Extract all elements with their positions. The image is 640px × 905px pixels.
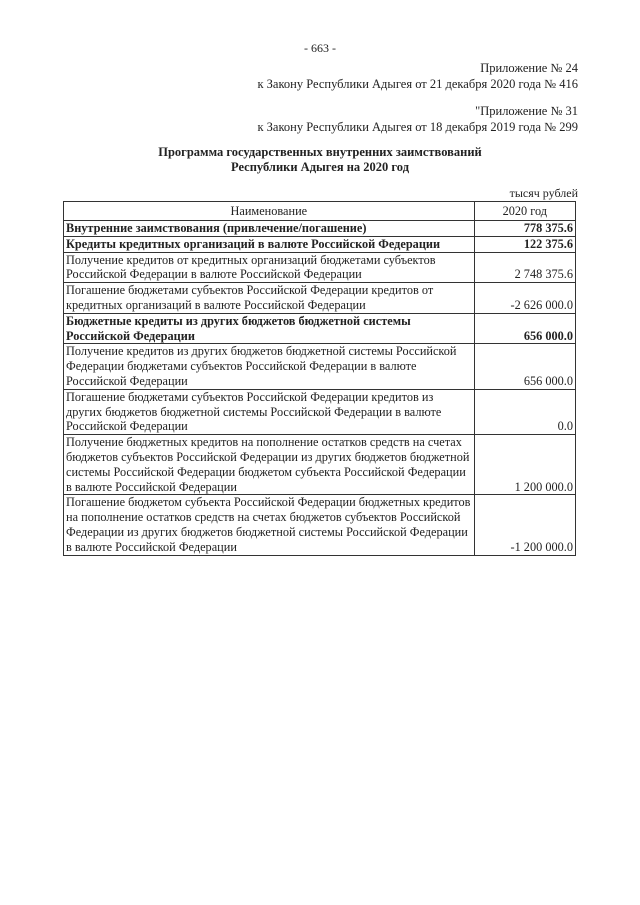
table-row: [64, 344, 576, 389]
appendix-24-title: Приложение № 24: [480, 61, 578, 75]
row-amount: 122 375.6: [474, 236, 575, 252]
document-title: [0, 145, 640, 175]
row-amount: -2 626 000.0: [474, 283, 575, 314]
row-amount: 0.0: [474, 389, 575, 434]
row-name: Погашение бюджетами субъектов Российской Федерации кредитов от кредитных организаций в валюте Российской Федерации: [64, 283, 475, 314]
row-name: Бюджетные кредиты из других бюджетов бюджетной системы Российской Федерации: [64, 313, 475, 344]
row-amount: 2 748 375.6: [474, 252, 575, 283]
appendix-24-law: к Закону Республики Адыгея от 21 декабря 2020 года № 416: [257, 77, 578, 91]
table-row: [64, 313, 576, 344]
row-name: Погашение бюджетами субъектов Российской Федерации кредитов из других бюджетов бюджетной системы Российской Федерации в валюте Российской Федерации: [64, 389, 475, 434]
row-name: Получение кредитов из других бюджетов бюджетной системы Российской Федерации бюджетами субъектов Российской Федерации в валюте Российской Федерации: [64, 344, 475, 389]
table-header-row: [64, 202, 576, 221]
appendix-31-law: к Закону Республики Адыгея от 18 декабря 2019 года № 299: [257, 120, 578, 134]
table-row: [64, 221, 576, 237]
page-number: - 663 -: [304, 41, 336, 55]
row-amount: 1 200 000.0: [474, 435, 575, 495]
table-row: [64, 435, 576, 495]
table-row: [64, 283, 576, 314]
row-name: Кредиты кредитных организаций в валюте Российской Федерации: [64, 236, 475, 252]
header-name: Наименование: [64, 202, 475, 221]
appendix-24-reference: [257, 60, 578, 92]
row-name: Получение кредитов от кредитных организаций бюджетами субъектов Российской Федерации в валюте Российской Федерации: [64, 252, 475, 283]
table-row: [64, 389, 576, 434]
table-row: [64, 236, 576, 252]
row-name: Внутренние заимствования (привлечение/погашение): [64, 221, 475, 237]
row-amount: 778 375.6: [474, 221, 575, 237]
document-title-line-1: Программа государственных внутренних заимствований: [158, 145, 482, 159]
row-name: Получение бюджетных кредитов на пополнение остатков средств на счетах бюджетов субъектов Российской Федерации из других бюджетов бюджетной системы Российской Федерации бюджетом субъекта Российской Федерации в валюте Российской Федерации: [64, 435, 475, 495]
table-row: [64, 252, 576, 283]
header-year: 2020 год: [474, 202, 575, 221]
table-row: [64, 495, 576, 555]
borrowings-table: [63, 201, 576, 556]
units-label: тысяч рублей: [509, 186, 578, 200]
row-amount: 656 000.0: [474, 313, 575, 344]
row-amount: 656 000.0: [474, 344, 575, 389]
row-amount: -1 200 000.0: [474, 495, 575, 555]
row-name: Погашение бюджетом субъекта Российской Федерации бюджетных кредитов на пополнение остатков средств на счетах бюджетов субъектов Российской Федерации из других бюджетов бюджетной системы Российской Федерации в валюте Российской Федерации: [64, 495, 475, 555]
document-title-line-2: Республики Адыгея на 2020 год: [230, 160, 410, 174]
appendix-31-reference: [257, 103, 578, 135]
appendix-31-title: "Приложение № 31: [475, 104, 578, 118]
